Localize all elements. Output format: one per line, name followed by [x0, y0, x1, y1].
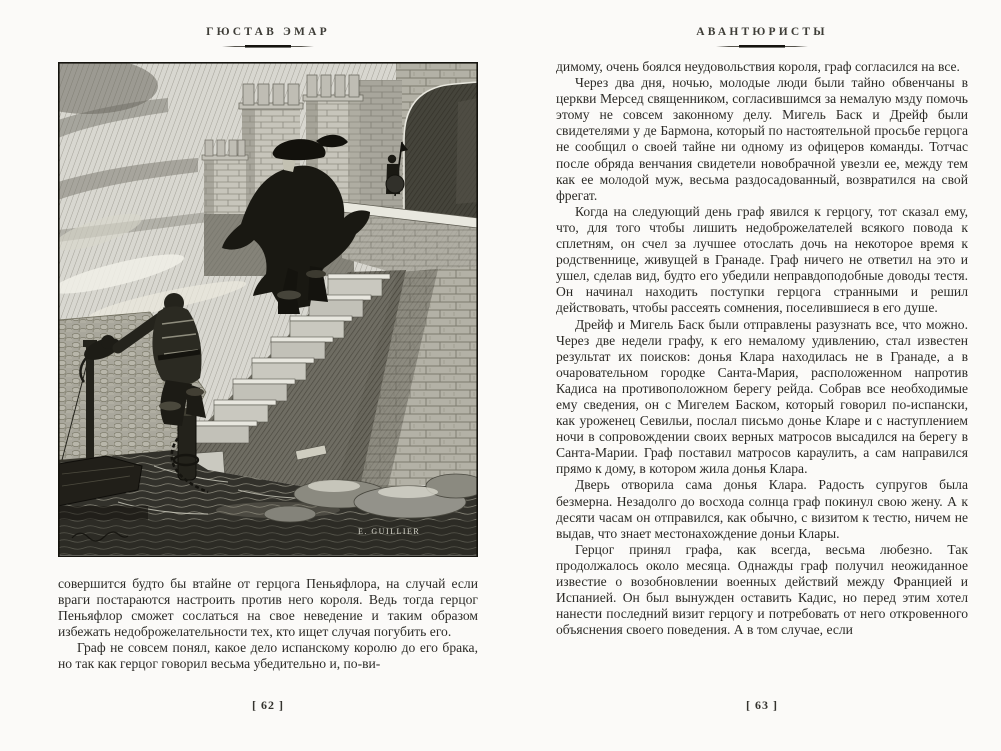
paragraph: Дрейф и Мигель Баск были отправлены разузнать все, что можно. Через две недели графу, к его немалому удивлению, стал известен результат их поисков: донья Клара находилась не в Гранаде, а в очаровательном городке Санта-Мария, расположенном напротив Кадиса на противоположном берегу рейда. Собрав все необходимые ему сведения, он с Мигелем Баском, который говорил по-испански, как уроженец Севильи, послал письмо донье Кларе и с наступлением ночи в сопровождении своих верных матросов высадился на берегу в Санта-Марии. Граф поставил матросов караулить, а сам направился прямо к дому, в котором жила донья Клара.	[556, 316, 968, 477]
paragraph: Через два дня, ночью, молодые люди были тайно обвенчаны в церкви Мерсед священником, согласившимся за немалую мзду помочь этому не совсем законному делу. Мигель Баск и Дрейф были свидетелями у де Бармона, который по настоятельной просьбе герцога не сообщил о своей тайне ни одному из офицеров команды. Тотчас после обряда венчания свидетели новобрачной увезли ее, между тем как ее молодой муж, весьма раздосадованный, возвратился на свой фрегат.	[556, 75, 968, 203]
header-rule-ornament	[716, 44, 808, 48]
right-page	[556, 0, 968, 751]
paragraph: Когда на следующий день граф явился к герцогу, тот сказал ему, что, для того чтобы лишить недоброжелателей всякого повода к сплетням, он счел за лучшее отослать дочь на некоторое время к родственнице, живущей в Гранаде. Граф ничего не ответил на это и ушел, сделав вид, будто его убедили неправдоподобные доводы тестя. Он начинал находить поступки герцога странными и решил действовать, чтобы рассеять сомнения, поселившиеся в его душе.	[556, 203, 968, 316]
paragraph: димому, очень боялся неудовольствия короля, граф согласился на все.	[556, 59, 960, 74]
header-rule-ornament	[222, 44, 314, 48]
left-page	[58, 0, 478, 751]
paragraph: Дверь отворила сама донья Клара. Радость супругов была безмерна. Незадолго до восхода солнца граф покинул свою жену. А к десяти часам он отправился, как обычно, с визитом к тестю, ничем не выдав, что знает местонахождение доньи Клары.	[556, 477, 968, 541]
paragraph: совершится будто бы втайне от герцога Пеньяфлора, на случай если враги постараются настроить против него короля. Ведь тогда герцог Пеньяфлор сможет сослаться на свое неведение и таким образом избежать недоброжелательности тех, кто ищет случая погубить его.	[58, 576, 478, 640]
left-page-text	[58, 576, 478, 673]
sentry-shield	[386, 175, 404, 193]
running-header-author: ГЮСТАВ ЭМАР	[206, 26, 330, 38]
paragraph: Граф не совсем понял, какое дело испанскому королю до его брака, но так как герцог говорил весьма убедительно и, по-ви-	[58, 640, 478, 672]
engraver-signature: E. GUILLIER	[358, 527, 421, 536]
page-number: [ 63 ]	[746, 698, 778, 712]
paragraph: Герцог принял графа, как всегда, весьма любезно. Так продолжалось около месяца. Однажды граф получил неожиданное известие о возобновлении военных действий между Францией и Испанией. Он был вынужден оставить Кадис, но перед этим хотел нанести последний визит герцогу и потребовать от него откровенного объяснения своего поведения. А в том случае, если	[556, 541, 968, 638]
running-header-title: АВАНТЮРИСТЫ	[696, 26, 828, 38]
engraving-canvas	[58, 62, 478, 557]
right-page-text	[556, 59, 968, 638]
engraving-illustration	[58, 62, 478, 557]
page-number: [ 62 ]	[252, 698, 284, 712]
castle-turret-small	[202, 140, 248, 216]
